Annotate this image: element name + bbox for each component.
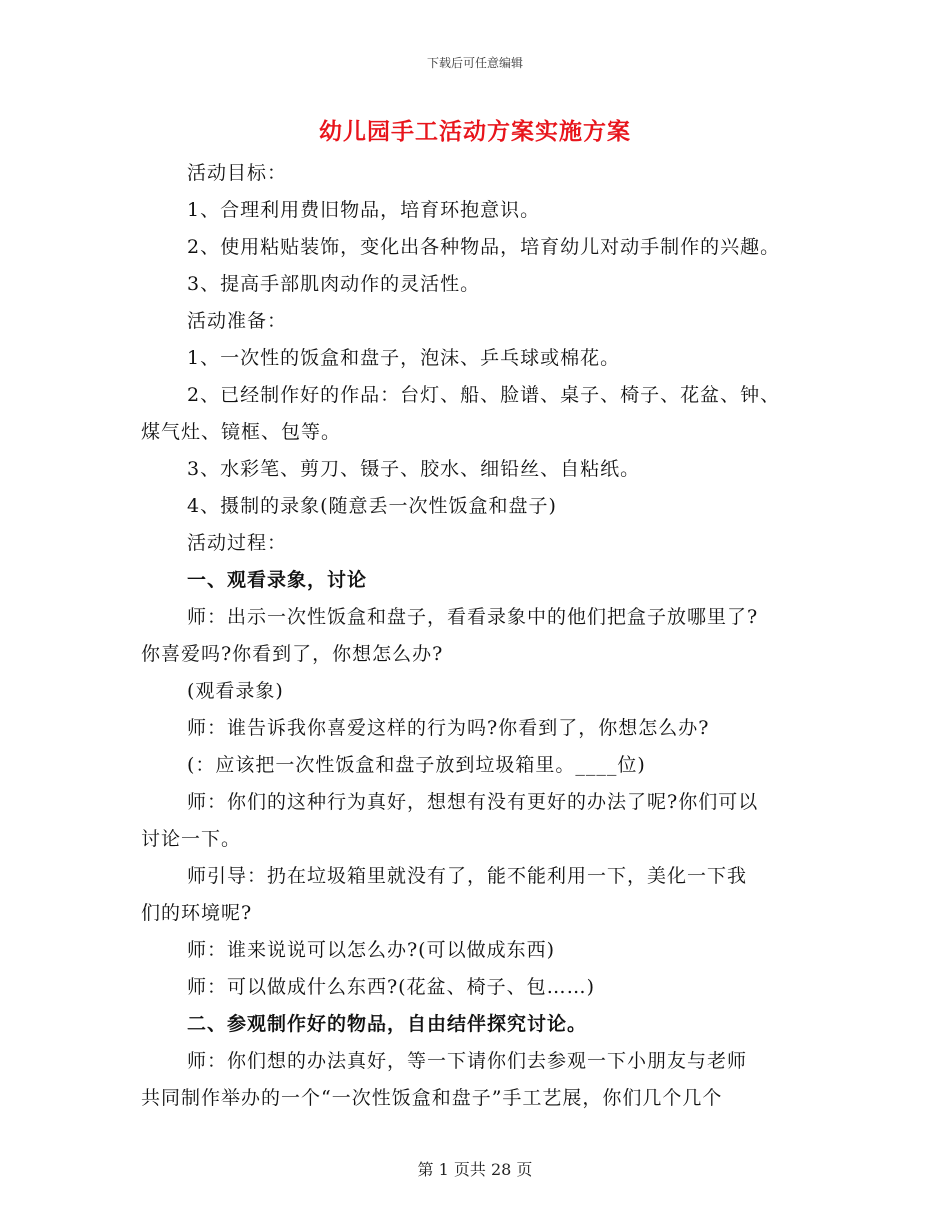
section-heading: 二、参观制作好的物品，自由结伴探究讨论。 [187, 1013, 588, 1035]
page-footer: 第 1 页共 28 页 [417, 1160, 533, 1179]
body-line: 煤气灶、镜框、包等。 [141, 421, 342, 443]
body-line: 1、一次性的饭盒和盘子，泡沫、乒乓球或棉花。 [187, 347, 621, 369]
body-line: 活动目标： [187, 162, 288, 184]
section-heading: 一、观看录象，讨论 [187, 569, 368, 591]
body-line: 1、合理利用费旧物品，培育环抱意识。 [187, 199, 541, 221]
body-line: 师：可以做成什么东西?(花盆、椅子、包……) [187, 976, 596, 998]
body-line: 师：你们的这种行为真好，想想有没有更好的办法了呢?你们可以 [187, 791, 759, 813]
body-line: 师引导：扔在垃圾箱里就没有了，能不能利用一下，美化一下我 [187, 865, 748, 887]
body-line: (观看录象) [187, 680, 284, 702]
body-line: 4、摄制的录象(随意丢一次性饭盒和盘子) [187, 495, 557, 517]
body-line: 3、提高手部肌肉动作的灵活性。 [187, 273, 481, 295]
body-line: 活动准备： [187, 310, 288, 332]
body-line: 师：你们想的办法真好，等一下请你们去参观一下小朋友与老师 [187, 1050, 748, 1072]
body-line: (：应该把一次性饭盒和盘子放到垃圾箱里。____位) [187, 754, 646, 776]
document-title: 幼儿园手工活动方案实施方案 [319, 118, 631, 145]
body-line: 2、已经制作好的作品：台灯、船、脸谱、桌子、椅子、花盆、钟、 [187, 384, 781, 406]
header-note: 下载后可任意编辑 [426, 56, 523, 70]
body-line: 讨论一下。 [141, 828, 242, 850]
body-line: 师：出示一次性饭盒和盘子，看看录象中的他们把盒子放哪里了? [187, 606, 759, 628]
body-line: 师：谁告诉我你喜爱这样的行为吗?你看到了，你想怎么办? [187, 717, 710, 739]
body-line: 2、使用粘贴装饰，变化出各种物品，培育幼儿对动手制作的兴趣。 [187, 236, 781, 258]
body-line: 共同制作举办的一个“一次性饭盒和盘子”手工艺展，你们几个几个 [141, 1087, 723, 1109]
document-body [141, 155, 831, 1117]
body-line: 师：谁来说说可以怎么办?(可以做成东西) [187, 939, 556, 961]
body-line: 3、水彩笔、剪刀、镊子、胶水、细铅丝、自粘纸。 [187, 458, 641, 480]
body-line: 你喜爱吗?你看到了，你想怎么办? [141, 643, 444, 665]
body-line: 活动过程： [187, 532, 288, 554]
body-line: 们的环境呢? [141, 902, 253, 924]
